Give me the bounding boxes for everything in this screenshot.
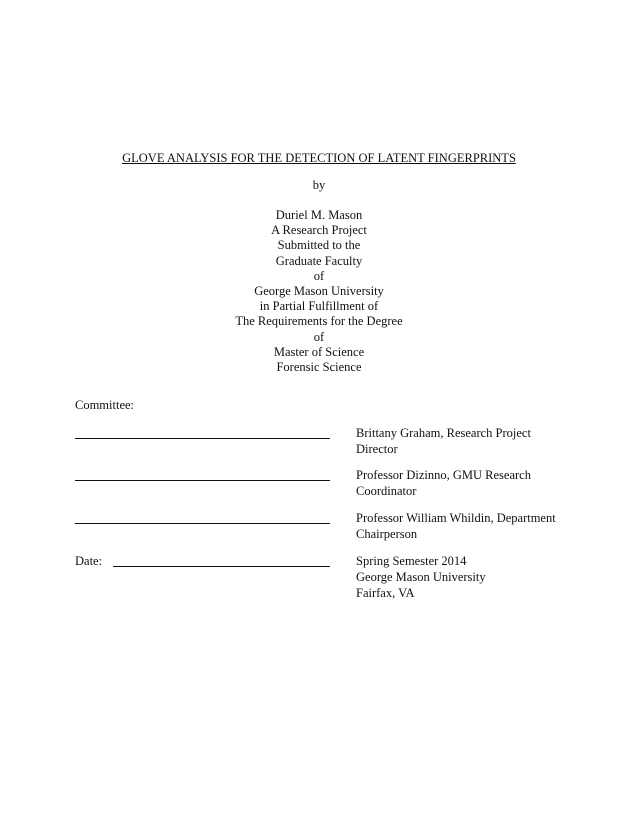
signatory-block [356,510,586,542]
statement-line: A Research Project [271,223,367,238]
signatory-block [356,467,586,499]
signatory-role: Director [356,442,398,456]
document-title: GLOVE ANALYSIS FOR THE DETECTION OF LATENT FINGERPRINTS [122,151,516,165]
signatory-role: Chairperson [356,527,418,541]
signature-rule [75,480,330,481]
statement-line: The Requirements for the Degree [235,314,403,329]
semester: Spring Semester 2014 [356,554,467,568]
signature-rule [75,523,330,524]
committee-label: Committee: [75,398,135,412]
by-line: by [312,178,326,192]
statement-line: Submitted to the [277,238,361,253]
signatory-block [356,425,586,457]
statement-line: Graduate Faculty [275,253,363,268]
signatory-name: Professor Dizinno, GMU Research [356,468,531,482]
institution: George Mason University [356,570,486,584]
statement-line: of [313,268,325,283]
date-signature-line [113,553,330,569]
statement-line: of [313,329,325,344]
signature-line [75,467,330,483]
program-name: Forensic Science [276,359,362,374]
statement-line: in Partial Fulfillment of [259,299,379,314]
submission-statement [0,208,638,375]
signature-line [75,510,330,526]
signatory-name: Brittany Graham, Research Project [356,426,531,440]
signature-rule [75,438,330,439]
location: Fairfax, VA [356,586,415,600]
date-block [356,553,586,601]
signature-rule [113,566,330,567]
signatory-role: Coordinator [356,484,417,498]
university-name: George Mason University [254,283,384,298]
signature-line [75,425,330,441]
signatory-name: Professor William Whildin, Department [356,511,556,525]
author-name: Duriel M. Mason [275,208,363,222]
date-label: Date: [75,554,103,568]
degree-name: Master of Science [273,344,365,359]
